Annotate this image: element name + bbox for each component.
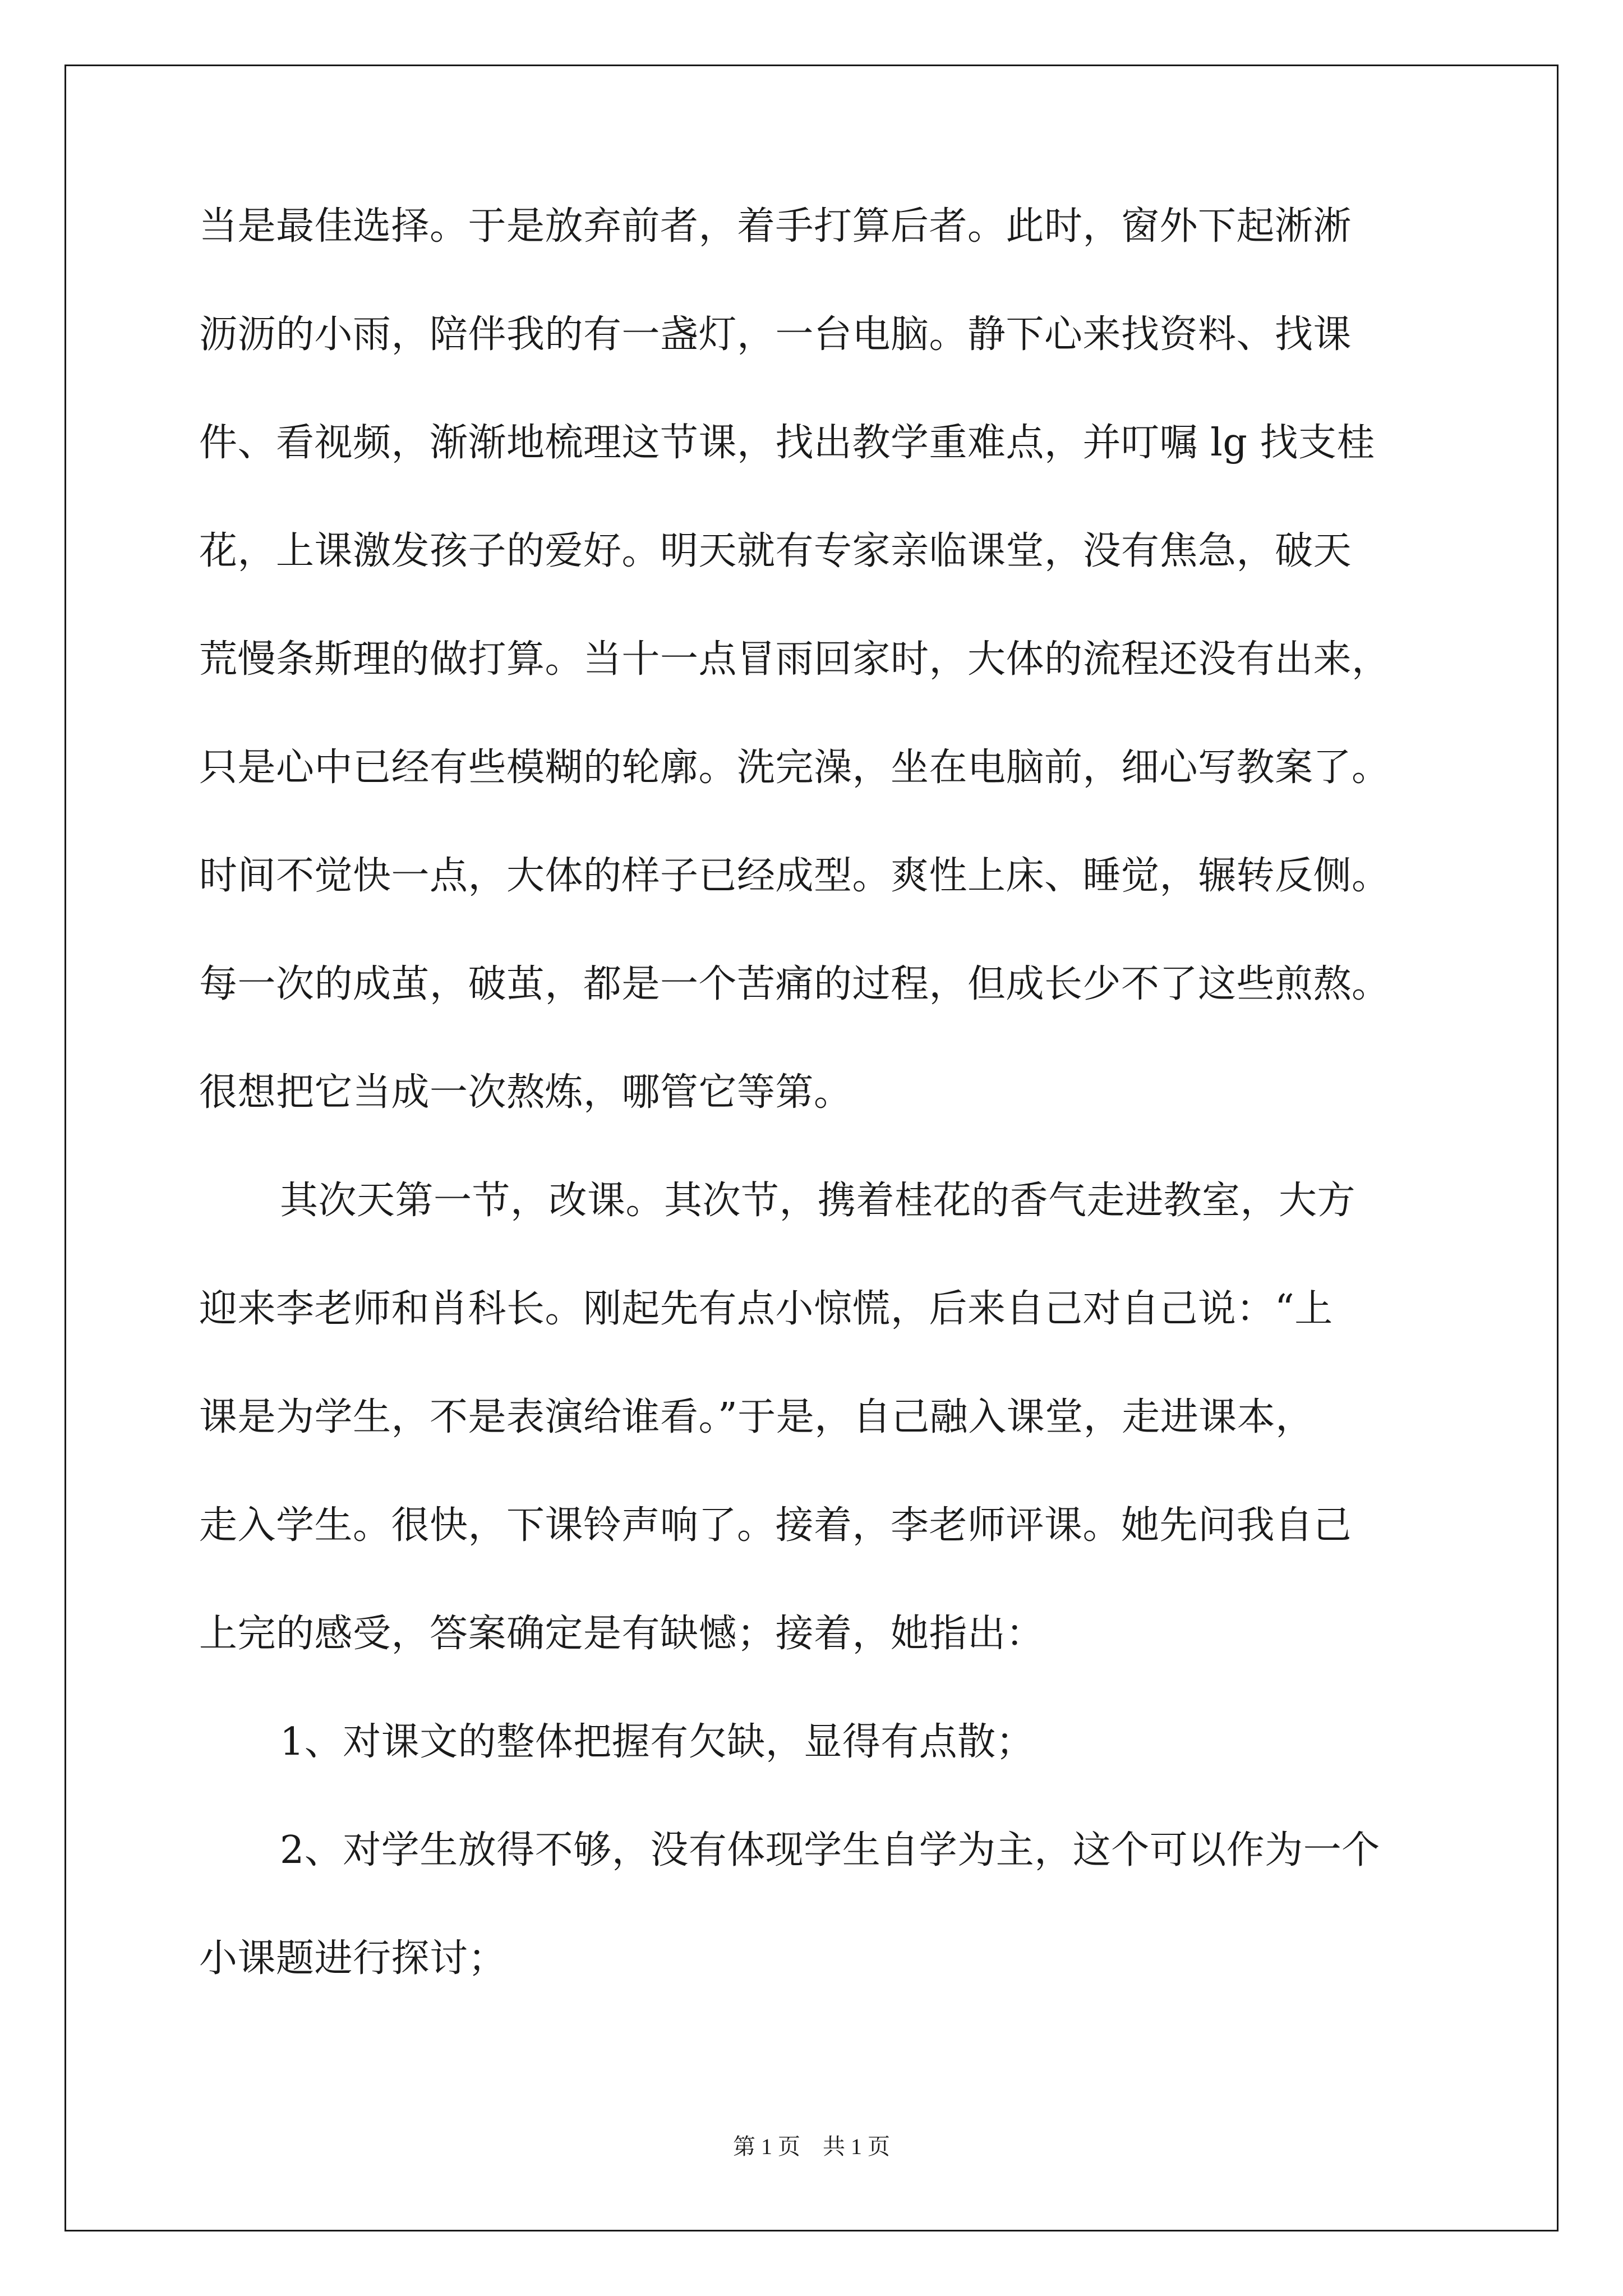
paragraph-start-line: 其次天第一节，改课。其次节，携着桂花的香气走进教室，大方	[280, 1179, 1356, 1223]
text-line: 只是心中已经有些模糊的轮廓。洗完澡，坐在电脑前，细心写教案了。	[199, 746, 1390, 790]
text-line: 每一次的成茧，破茧，都是一个苦痛的过程，但成长少不了这些煎熬。	[199, 962, 1390, 1006]
text-line: 沥沥的小雨，陪伴我的有一盏灯，一台电脑。静下心来找资料、找课	[199, 312, 1352, 357]
text-line: 时间不觉快一点，大体的样子已经成型。爽性上床、睡觉，辗转反侧。	[199, 854, 1390, 898]
text-line: 花，上课激发孩子的爱好。明天就有专家亲临课堂，没有焦急，破天	[199, 529, 1352, 573]
text-line: 件、看视频，渐渐地梳理这节课，找出教学重难点，并叮嘱 lg 找支桂	[199, 421, 1376, 465]
text-line: 小课题进行探讨；	[199, 1936, 507, 1981]
text-line: 荒慢条斯理的做打算。当十一点冒雨回家时，大体的流程还没有出来，	[199, 637, 1390, 682]
page-footer: 第 1 页 共 1 页	[733, 2134, 890, 2159]
text-line: 走入学生。很快，下课铃声响了。接着，李老师评课。她先问我自己	[199, 1503, 1352, 1548]
list-item-1: 1、对课文的整体把握有欠缺，显得有点散；	[280, 1720, 1035, 1764]
text-line: 课是为学生，不是表演给谁看。”于是，自己融入课堂，走进课本，	[199, 1395, 1314, 1439]
text-line: 当是最佳选择。于是放弃前者，着手打算后者。此时，窗外下起淅淅	[199, 204, 1352, 249]
document-body	[199, 204, 1433, 2048]
text-line: 迎来李老师和肖科长。刚起先有点小惊慌，后来自己对自己说：“上	[199, 1287, 1333, 1331]
list-item-2: 2、对学生放得不够，没有体现学生自学为主，这个可以作为一个	[280, 1828, 1380, 1872]
text-line: 上完的感受，答案确定是有缺憾；接着，她指出：	[199, 1612, 1045, 1656]
text-line: 很想把它当成一次熬炼，哪管它等第。	[199, 1070, 852, 1115]
